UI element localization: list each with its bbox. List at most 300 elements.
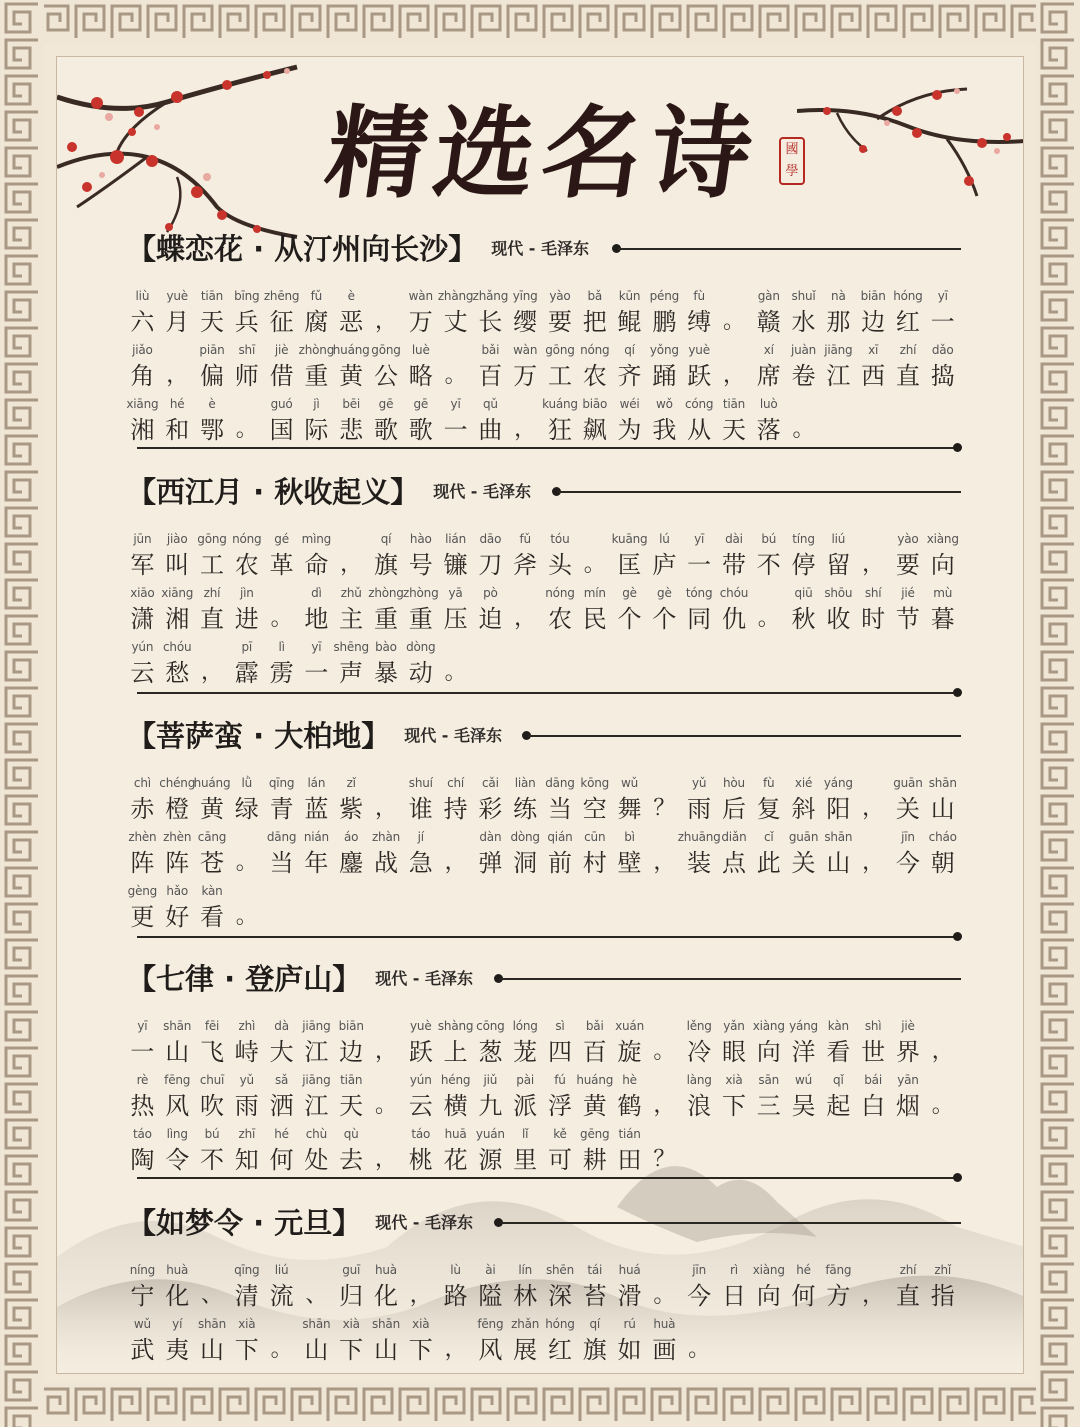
hanzi: 上 [443, 1038, 468, 1066]
character-cell [438, 287, 473, 339]
character-cell [195, 638, 230, 690]
pinyin: bái [864, 1073, 882, 1087]
character-cell [264, 584, 299, 636]
hanzi: 旗 [582, 1336, 607, 1364]
pinyin: xiàng [752, 1019, 785, 1033]
character-cell [508, 828, 543, 880]
pinyin: yǎn [723, 1019, 745, 1033]
character-cell [473, 1125, 508, 1177]
hanzi: 烟 [895, 1092, 920, 1120]
character-cell [229, 1261, 264, 1313]
hanzi: 雳 [269, 659, 294, 687]
hanzi: 苍 [199, 849, 224, 877]
hanzi: 葱 [478, 1038, 503, 1066]
pinyin: xí [763, 343, 774, 357]
hanzi: 边 [861, 308, 886, 336]
character-cell [473, 341, 508, 393]
character-cell [577, 1315, 612, 1367]
pinyin: zhēng [263, 289, 300, 303]
character-cell [334, 1315, 369, 1367]
hanzi: 冷 [687, 1038, 712, 1066]
character-cell [543, 530, 578, 582]
pinyin: chóu [719, 586, 749, 600]
character-cell [786, 287, 821, 339]
character-cell [786, 828, 821, 880]
punctuation: 。 [688, 1337, 711, 1362]
pinyin: qiū [794, 586, 813, 600]
pinyin: làng [686, 1073, 712, 1087]
hanzi: 百 [582, 1038, 607, 1066]
punctuation: ， [722, 363, 745, 388]
pinyin: kě [553, 1127, 567, 1141]
character-cell [786, 530, 821, 582]
character-cell [682, 1261, 717, 1313]
poem-author: 现代 - 毛泽东 [404, 725, 503, 745]
poem-line [125, 582, 965, 636]
hanzi: 要 [895, 551, 920, 579]
pinyin: xiàng [926, 532, 959, 546]
pinyin: hé [274, 1127, 289, 1141]
punctuation: ， [514, 606, 537, 631]
pinyin: péng [649, 289, 680, 303]
hanzi: 横 [443, 1092, 468, 1120]
hanzi: 那 [826, 308, 851, 336]
hanzi: 飞 [199, 1038, 224, 1066]
pinyin: cūn [584, 830, 606, 844]
pinyin: bǎ [587, 289, 603, 303]
character-cell [195, 1071, 230, 1123]
character-cell [508, 1125, 543, 1177]
punctuation: 。 [235, 850, 258, 875]
pinyin: shān [824, 830, 853, 844]
character-cell [891, 828, 926, 880]
pinyin: è [208, 397, 216, 411]
character-cell [264, 828, 299, 880]
character-cell [334, 1261, 369, 1313]
character-cell [647, 828, 682, 880]
hanzi: 水 [791, 308, 816, 336]
character-cell [403, 1125, 438, 1177]
character-cell [438, 395, 473, 447]
pinyin: zhòng [403, 586, 439, 600]
character-cell [856, 828, 891, 880]
character-cell [577, 1261, 612, 1313]
hanzi: 缨 [513, 308, 538, 336]
pinyin: lóng [512, 1019, 538, 1033]
character-cell [264, 395, 299, 447]
pinyin: bǎi [481, 343, 500, 357]
top-fret-border [0, 0, 1080, 44]
character-cell [856, 584, 891, 636]
pinyin: chuī [199, 1073, 225, 1087]
character-cell [786, 1261, 821, 1313]
pinyin: jiào [166, 532, 188, 546]
character-cell [369, 1315, 404, 1367]
hanzi: 庐 [652, 551, 677, 579]
pinyin: wàn [408, 289, 433, 303]
pinyin: gē [413, 397, 429, 411]
pinyin: nián [303, 830, 329, 844]
character-cell [334, 1017, 369, 1069]
pinyin: zhuāng [677, 830, 721, 844]
character-cell [751, 395, 786, 447]
hanzi: 重 [304, 362, 329, 390]
pinyin: piān [199, 343, 225, 357]
pinyin: tóu [550, 532, 570, 546]
poem-line [125, 1069, 965, 1123]
pinyin: fú [554, 1073, 566, 1087]
pinyin: fēng [477, 1317, 504, 1331]
character-cell [508, 1315, 543, 1367]
character-cell [821, 341, 856, 393]
pinyin: yuè [166, 289, 188, 303]
punctuation: 。 [270, 1337, 293, 1362]
pinyin: dà [274, 1019, 289, 1033]
pinyin: shān [371, 1317, 400, 1331]
hanzi: 浪 [687, 1092, 712, 1120]
character-cell [717, 287, 752, 339]
character-cell [682, 341, 717, 393]
pinyin: gē [378, 397, 394, 411]
pinyin: shī [238, 343, 256, 357]
hanzi: 农 [234, 551, 259, 579]
hanzi: 红 [547, 1336, 572, 1364]
pinyin: cōng [476, 1019, 505, 1033]
character-cell [195, 287, 230, 339]
pinyin: liú [831, 532, 846, 546]
character-cell [299, 1261, 334, 1313]
hanzi: 湘 [130, 416, 155, 444]
character-cell [577, 395, 612, 447]
hanzi: 曲 [478, 416, 503, 444]
hanzi: 当 [547, 795, 572, 823]
pinyin: shēn [545, 1263, 574, 1277]
character-cell [856, 774, 891, 826]
hanzi: 带 [721, 551, 746, 579]
pinyin: mù [933, 586, 953, 600]
pinyin: kàn [827, 1019, 849, 1033]
character-cell [264, 530, 299, 582]
character-cell [369, 584, 404, 636]
character-cell [508, 287, 543, 339]
left-fret-border [0, 0, 44, 1427]
hanzi: 跃 [687, 362, 712, 390]
pinyin: sǎ [274, 1073, 289, 1087]
character-cell [647, 1315, 682, 1367]
hanzi: 跃 [408, 1038, 433, 1066]
character-cell [543, 1071, 578, 1123]
hanzi: 赤 [130, 795, 155, 823]
hanzi: 后 [721, 795, 746, 823]
pinyin: xià [412, 1317, 430, 1331]
pinyin: bīng [234, 289, 260, 303]
character-cell [403, 828, 438, 880]
character-cell [856, 287, 891, 339]
character-cell [473, 584, 508, 636]
pinyin: xià [342, 1317, 360, 1331]
hanzi: 一 [130, 1038, 155, 1066]
hanzi: 复 [756, 795, 781, 823]
pinyin: jié [901, 586, 915, 600]
pinyin: guān [788, 830, 819, 844]
pinyin: jiāng [302, 1019, 331, 1033]
character-cell [856, 1071, 891, 1123]
header-rule [618, 248, 961, 250]
hanzi: 知 [234, 1146, 259, 1174]
character-cell [612, 1125, 647, 1177]
pinyin: guān [893, 776, 923, 790]
character-cell [577, 1071, 612, 1123]
character-cell [195, 828, 230, 880]
character-cell [682, 774, 717, 826]
hanzi: 飙 [582, 416, 607, 444]
character-cell [751, 1017, 786, 1069]
character-cell [543, 1125, 578, 1177]
character-cell [612, 774, 647, 826]
hanzi: 山 [199, 1336, 224, 1364]
hanzi: 狂 [547, 416, 572, 444]
hanzi: 西 [861, 362, 886, 390]
character-cell [299, 530, 334, 582]
hanzi: 长 [478, 308, 503, 336]
pinyin: fù [693, 289, 705, 303]
hanzi: 暮 [930, 605, 955, 633]
punctuation: 。 [757, 606, 780, 631]
punctuation: 、 [305, 1283, 328, 1308]
character-cell [612, 584, 647, 636]
pinyin: xī [868, 343, 879, 357]
hanzi: 雨 [687, 795, 712, 823]
hanzi: 洞 [513, 849, 538, 877]
character-cell [682, 1071, 717, 1123]
pinyin: fù [763, 776, 775, 790]
character-cell [125, 287, 160, 339]
poem-header [127, 714, 502, 754]
hanzi: 仇 [721, 605, 746, 633]
character-cell [229, 395, 264, 447]
hanzi: 月 [165, 308, 190, 336]
character-cell [717, 774, 752, 826]
pinyin: lìng [166, 1127, 188, 1141]
character-cell [473, 1071, 508, 1123]
pinyin: gè [657, 586, 672, 600]
hanzi: 村 [582, 849, 607, 877]
hanzi: 黄 [199, 795, 224, 823]
pinyin: zhàng [437, 289, 474, 303]
pinyin: shuí [408, 776, 433, 790]
hanzi: 暴 [373, 659, 398, 687]
character-cell [369, 395, 404, 447]
character-cell [508, 1017, 543, 1069]
pinyin: huà [653, 1317, 676, 1331]
character-cell [473, 1017, 508, 1069]
character-cell [612, 1261, 647, 1313]
hanzi: 缚 [687, 308, 712, 336]
character-cell [543, 287, 578, 339]
character-cell [925, 1261, 960, 1313]
pinyin: lú [659, 532, 670, 546]
pinyin: shì [864, 1019, 882, 1033]
hanzi: 风 [478, 1336, 503, 1364]
hanzi: 落 [756, 416, 781, 444]
pinyin: yī [937, 289, 948, 303]
header-rule [500, 978, 961, 980]
character-cell [403, 638, 438, 690]
hanzi: 进 [234, 605, 259, 633]
character-cell [160, 1261, 195, 1313]
hanzi: 同 [687, 605, 712, 633]
pinyin: zhǐ [934, 1263, 952, 1277]
pinyin: jiǎo [132, 343, 153, 357]
character-cell [299, 1071, 334, 1123]
character-cell [195, 1261, 230, 1313]
pinyin: pī [241, 640, 253, 654]
character-cell [229, 1017, 264, 1069]
pinyin: zhǔ [340, 586, 362, 600]
hanzi: 齐 [617, 362, 642, 390]
character-cell [717, 395, 752, 447]
pinyin: liàn [514, 776, 536, 790]
hanzi: 留 [826, 551, 851, 579]
character-cell [717, 1261, 752, 1313]
character-cell [891, 1261, 926, 1313]
character-cell [125, 341, 160, 393]
hanzi: 踊 [652, 362, 677, 390]
hanzi: 展 [513, 1336, 538, 1364]
hanzi: 装 [687, 849, 712, 877]
pinyin: shān [928, 776, 957, 790]
pinyin: táo [132, 1127, 152, 1141]
pinyin: dì [311, 586, 322, 600]
pinyin: luè [411, 343, 430, 357]
pinyin: dài [725, 532, 743, 546]
pinyin: chù [305, 1127, 327, 1141]
hanzi: 际 [304, 416, 329, 444]
poem-line [125, 826, 965, 880]
hanzi: 山 [373, 1336, 398, 1364]
hanzi: 关 [791, 849, 816, 877]
hanzi: 日 [721, 1282, 746, 1310]
character-cell [195, 341, 230, 393]
pinyin: bǎi [585, 1019, 604, 1033]
pinyin: wǔ [133, 1317, 151, 1331]
hanzi: 匡 [617, 551, 642, 579]
hanzi: 下 [234, 1336, 259, 1364]
pinyin: zhì [238, 1019, 256, 1033]
pinyin: gōng [545, 343, 575, 357]
character-cell [160, 395, 195, 447]
hanzi: 清 [234, 1282, 259, 1310]
hanzi: 江 [304, 1038, 329, 1066]
hanzi: 处 [304, 1146, 329, 1174]
punctuation: 。 [792, 417, 815, 442]
poem-body [125, 1015, 965, 1177]
hanzi: 鹏 [652, 308, 677, 336]
hanzi: 今 [895, 849, 920, 877]
pinyin: bú [761, 532, 777, 546]
hanzi: 峙 [234, 1038, 259, 1066]
hanzi: 潇 [130, 605, 155, 633]
character-cell [473, 1315, 508, 1367]
character-cell [508, 395, 543, 447]
pinyin: zhàn [371, 830, 401, 844]
character-cell [334, 530, 369, 582]
section-divider [137, 1177, 957, 1179]
character-cell [229, 774, 264, 826]
pinyin: mín [583, 586, 606, 600]
hanzi: 赣 [756, 308, 781, 336]
hanzi: 直 [895, 362, 920, 390]
pinyin: è [347, 289, 355, 303]
hanzi: 农 [582, 362, 607, 390]
pinyin: jīn [692, 1263, 706, 1277]
hanzi: 滑 [617, 1282, 642, 1310]
hanzi: 洋 [791, 1038, 816, 1066]
hanzi: 何 [791, 1282, 816, 1310]
pinyin: xiàng [752, 1263, 785, 1277]
punctuation: 。 [235, 417, 258, 442]
pinyin: xiāng [161, 586, 194, 600]
hanzi: 阳 [826, 795, 851, 823]
character-cell [891, 1017, 926, 1069]
pinyin: yǔ [691, 776, 707, 790]
character-cell [821, 584, 856, 636]
hanzi: 六 [130, 308, 155, 336]
hanzi: 路 [443, 1282, 468, 1310]
pinyin: gēng [580, 1127, 610, 1141]
pinyin: shōu [824, 586, 853, 600]
poem-header [127, 957, 473, 997]
pinyin: nóng [580, 343, 610, 357]
character-cell [508, 341, 543, 393]
pinyin: sì [555, 1019, 565, 1033]
hanzi: 略 [408, 362, 433, 390]
hanzi: 令 [165, 1146, 190, 1174]
character-cell [751, 341, 786, 393]
hanzi: 山 [165, 1038, 190, 1066]
character-cell [264, 1315, 299, 1367]
pinyin: zhèn [128, 830, 157, 844]
pinyin: rè [136, 1073, 149, 1087]
page-title: 精选名诗 [318, 94, 768, 212]
character-cell [160, 1071, 195, 1123]
character-cell [403, 341, 438, 393]
hanzi: 兵 [234, 308, 259, 336]
character-cell [125, 395, 160, 447]
hanzi: 隘 [478, 1282, 503, 1310]
character-cell [403, 1315, 438, 1367]
hanzi: 世 [861, 1038, 886, 1066]
pinyin: chóu [163, 640, 192, 654]
hanzi: 一 [687, 551, 712, 579]
hanzi: 大 [269, 1038, 294, 1066]
pinyin: dāng [266, 830, 297, 844]
character-cell [334, 341, 369, 393]
character-cell [751, 774, 786, 826]
hanzi: 陶 [130, 1146, 155, 1174]
character-cell [543, 584, 578, 636]
hanzi: 阵 [165, 849, 190, 877]
pinyin: qǔ [482, 397, 498, 411]
punctuation: ， [862, 850, 885, 875]
character-cell [438, 584, 473, 636]
character-cell [891, 341, 926, 393]
character-cell [925, 774, 960, 826]
pinyin: zhǎng [472, 289, 509, 303]
character-cell [299, 1315, 334, 1367]
hanzi: 一 [930, 308, 955, 336]
poem-line [125, 772, 965, 826]
